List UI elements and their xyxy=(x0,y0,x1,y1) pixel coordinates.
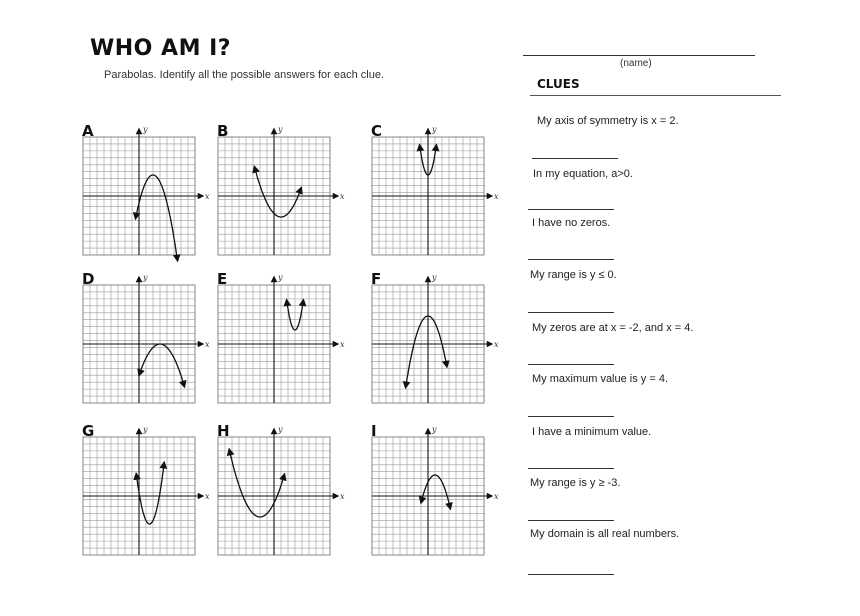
x-axis-label: x xyxy=(205,192,210,201)
graph-g xyxy=(82,422,210,555)
parabola-curve xyxy=(421,475,450,509)
parabola-curve xyxy=(254,167,301,218)
clue-1: My axis of symmetry is x = 2. xyxy=(537,115,679,127)
name-label: (name) xyxy=(620,58,652,69)
graph-label: A xyxy=(82,122,94,140)
x-axis-label: x xyxy=(494,192,499,201)
y-axis-label: y xyxy=(143,273,148,282)
graph-i xyxy=(371,422,499,555)
y-axis-label: y xyxy=(143,125,148,134)
y-axis-label: y xyxy=(432,425,437,434)
graph-label: D xyxy=(82,270,95,288)
y-axis-label: y xyxy=(278,273,283,282)
x-axis-label: x xyxy=(340,492,345,501)
y-axis-label: y xyxy=(278,125,283,134)
clue-9: My domain is all real numbers. xyxy=(530,528,680,540)
instructions: Parabolas. Identify all the possible answers for each clue. xyxy=(104,69,385,81)
y-axis-label: y xyxy=(143,425,148,434)
clue-6: My maximum value is y = 4. xyxy=(532,373,669,385)
y-axis-label: y xyxy=(278,425,283,434)
clue-8: My range is y ≥ -3. xyxy=(530,477,621,489)
x-axis-label: x xyxy=(340,192,345,201)
graph-label: I xyxy=(371,422,377,440)
graph-a xyxy=(82,122,210,261)
parabola-curve xyxy=(229,449,284,517)
graph-e xyxy=(217,270,345,403)
graph-b xyxy=(217,122,345,255)
clues-heading: CLUES xyxy=(537,77,580,91)
graph-d xyxy=(82,270,210,403)
graph-label: H xyxy=(217,422,230,440)
clue-2: In my equation, a>0. xyxy=(533,168,633,180)
clue-3: I have no zeros. xyxy=(532,217,611,229)
page-title: WHO AM I? xyxy=(90,36,232,61)
x-axis-label: x xyxy=(205,340,210,349)
graph-label: F xyxy=(371,270,382,288)
graph-h xyxy=(217,422,345,555)
clue-4: My range is y ≤ 0. xyxy=(530,269,617,281)
x-axis-label: x xyxy=(205,492,210,501)
x-axis-label: x xyxy=(494,492,499,501)
x-axis-label: x xyxy=(340,340,345,349)
graph-f xyxy=(371,270,499,403)
graph-label: E xyxy=(217,270,228,288)
graph-label: G xyxy=(82,422,95,440)
graph-label: C xyxy=(371,122,383,140)
graph-c xyxy=(371,122,499,255)
clue-5: My zeros are at x = -2, and x = 4. xyxy=(532,322,694,334)
clue-7: I have a minimum value. xyxy=(532,426,652,438)
graph-label: B xyxy=(217,122,229,140)
x-axis-label: x xyxy=(494,340,499,349)
y-axis-label: y xyxy=(432,125,437,134)
y-axis-label: y xyxy=(432,273,437,282)
